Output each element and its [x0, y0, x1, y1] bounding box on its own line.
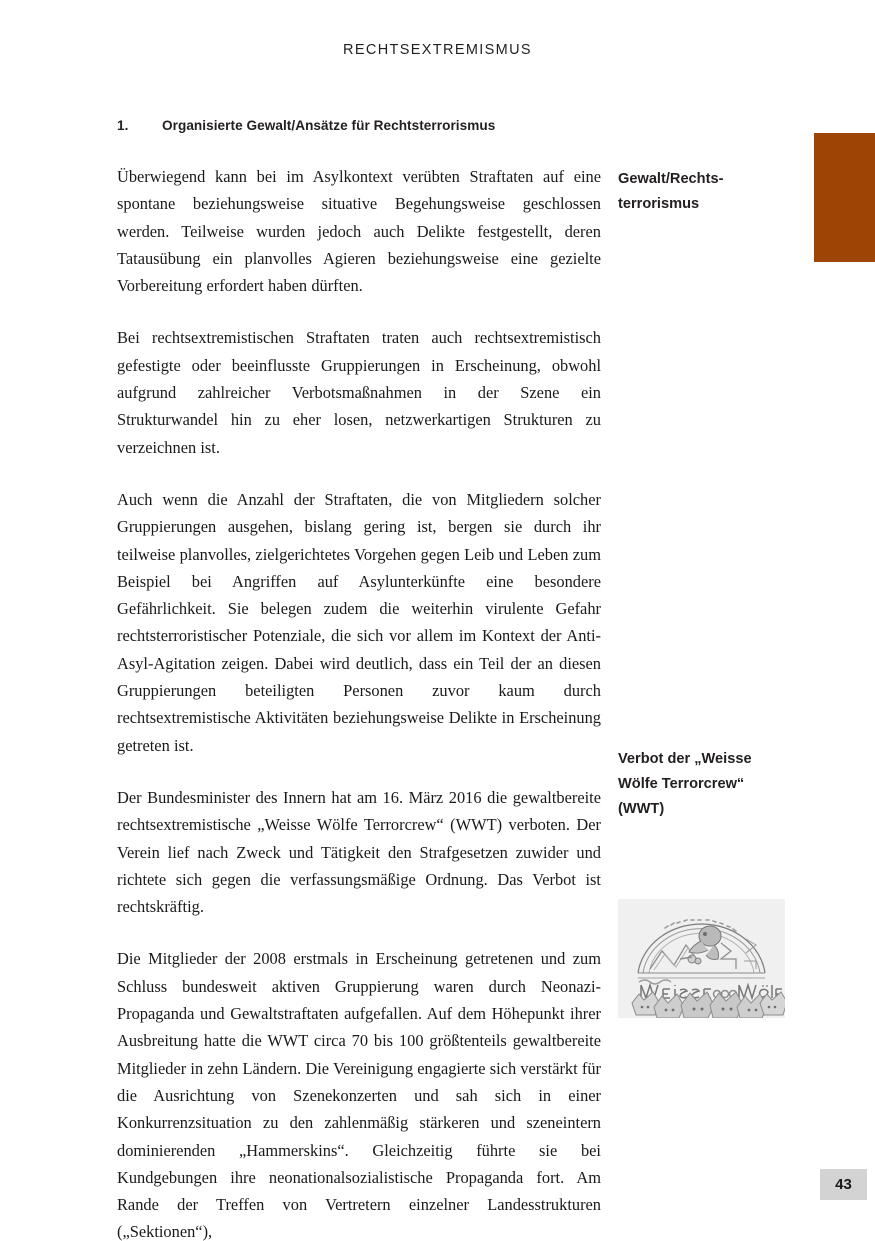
section-number: 1. — [117, 118, 129, 133]
body-paragraph: Überwiegend kann bei im Asylkontext verübten Straftaten auf eine spontane beziehungsweise situative Begehungsweise geschlossen werden. Teilweise wurden jedoch auch Delikte festgestellt, deren Tatausübung ein planvolles Agieren beziehungsweise eine gezielte Vorbereitung erfordert haben dürften. — [117, 167, 601, 296]
body-paragraph: Die Mitglieder der 2008 erstmals in Erscheinung getretenen und zum Schluss bundesweit aktiven Gruppierung waren durch Neonazi-Propaganda und Gewaltstraftaten aufgefallen. Auf dem Höhepunkt ihrer Ausbreitung hatte die WWT circa 70 bis 100 größtenteils gewaltbereite Mitglieder in zehn Ländern. Die Vereinigung engagierte sich verstärkt für die Ausrichtung von Szenekonzerten und sah sich in einer Konkurrenzsituation zu den zahlenmäßig stärkeren und szeneintern dominierenden „Hammerskins“. Gleichzeitig führte sie bei Kundgebungen ihre neonationalsozialistische Propaganda fort. Am Rande der Treffen von Vertretern einzelner Landesstrukturen („Sektionen“), — [117, 949, 601, 1241]
body-paragraph: Auch wenn die Anzahl der Straftaten, die von Mitgliedern solcher Gruppierungen ausgehen, bislang gering ist, bergen sie durch ihr teilweise planvolles, zielgerichtetes Vorgehen gegen Leib und Leben zum Beispiel bei Angriffen auf Asylunterkünfte eine besondere Gefährlichkeit. Sie belegen zudem die weiterhin virulente Gefahr rechtsterroristischer Potenziale, die sich vor allem im Kontext der Anti-Asyl-Agitation zeigen. Dabei wird deutlich, dass ein Teil der an diesen Gruppierungen beteiligten Personen zuvor kaum durch rechtsextremistische Aktivitäten beziehungsweise Delikte in Erscheinung getreten ist. — [117, 489, 601, 755]
section-title: Organisierte Gewalt/Ansätze für Rechtsterrorismus — [162, 118, 496, 133]
wwt-logo-illustration — [618, 899, 785, 1018]
body-paragraph: Der Bundesminister des Innern hat am 16. März 2016 die gewaltbereite rechtsextremistische „Weisse Wölfe Terrorcrew“ (WWT) verboten. Der Verein lief nach Zweck und Tätigkeit den Strafgesetzen zuwider und richtete sich gegen die verfassungsmäßige Ordnung. Das Verbot ist rechtskräftig. — [117, 787, 601, 917]
body-paragraph: Bei rechtsextremistischen Straftaten traten auch rechtsextremistisch gefestigte oder beeinflusste Gruppierungen in Erscheinung, obwohl aufgrund zahlreicher Verbotsmaßnahmen in der Szene ein Strukturwandel hin zu eher losen, netzwerkartigen Strukturen zu verzeichnen ist. — [117, 328, 601, 457]
page-number-badge — [820, 1169, 867, 1200]
chapter-marker-tab — [814, 133, 875, 262]
margin-note-gewalt-rechtsterrorismus: Gewalt/Rechts- terrorismus — [618, 171, 724, 212]
figure-wwt-logo — [618, 899, 785, 1018]
body-text-column — [117, 163, 601, 1241]
margin-note-verbot-wwt: Verbot der „Weisse Wölfe Terrorcrew“ (WWT) — [618, 751, 752, 817]
running-head: RECHTSEXTREMISMUS — [343, 42, 532, 58]
page-number-value: 43 — [835, 1176, 852, 1193]
section-heading — [117, 118, 617, 133]
